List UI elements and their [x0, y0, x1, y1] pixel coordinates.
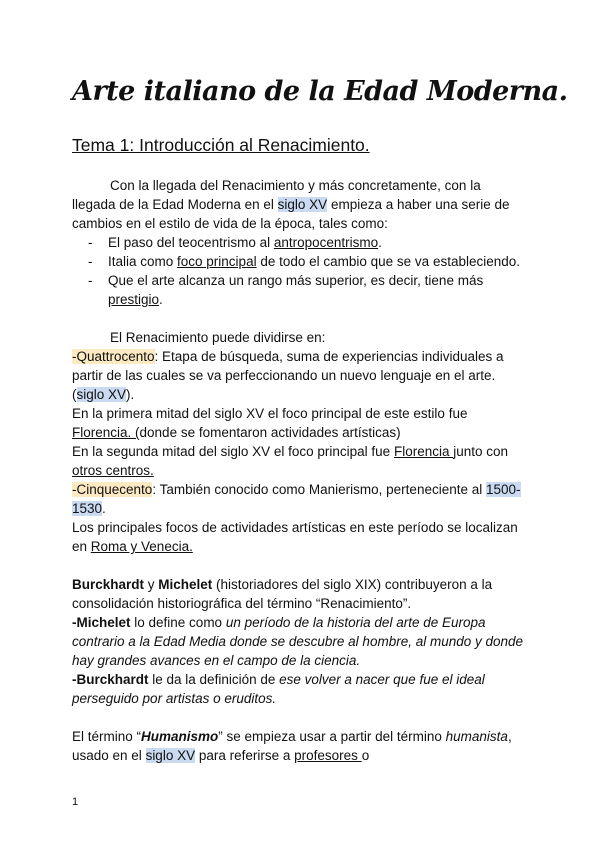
highlight-century: siglo XV [145, 748, 196, 763]
section-heading: Tema 1: Introducción al Renacimiento. [72, 135, 370, 155]
highlight-century: siglo XV [277, 197, 328, 212]
humanismo-text-end: o [361, 748, 370, 763]
italic-definition: un período de la historia del arte de Europa contrario a la Edad Media donde se descubre al hombre, al mundo y donde hay grandes avances en el campo de la ciencia. [72, 615, 524, 668]
quattrocento-text-end: ). [126, 387, 135, 402]
bold-name: Michelet [158, 577, 213, 592]
humanismo-text: ” se empieza usar a partir del término [218, 729, 446, 744]
first-half-text-end: donde se fomentaron actividades artísticas) [139, 425, 401, 440]
underlined-term: prestigio [108, 292, 160, 307]
italic-definition: ese volver a nacer que fue el ideal perseguido por artistas o eruditos. [72, 672, 485, 706]
change-list [72, 233, 527, 309]
quattrocento-label: -Quattrocento [72, 349, 155, 364]
cinquecento-paragraph [72, 480, 527, 518]
second-half-paragraph [72, 442, 527, 480]
cinquecento-label: -Cinquecento [72, 482, 153, 497]
underlined-term: Florencia [393, 444, 454, 459]
bold-name: -Michelet [72, 615, 131, 630]
highlight-dates: 1500-1530 [72, 482, 521, 516]
list-item [72, 271, 527, 309]
intro-text-end: empieza a haber una serie de cambios en el estilo de vida de la época, tales como: [72, 197, 510, 231]
historians-conj: y [144, 577, 159, 592]
second-half-text: En la segunda mitad del siglo XV el foco principal fue [72, 444, 394, 459]
list-item-text-end: . [378, 235, 382, 250]
burckhardt-paragraph [72, 670, 527, 708]
italic-term: humanista [445, 729, 508, 744]
first-half-text: En la primera mitad del siglo XV el foco principal de este estilo fue [72, 406, 468, 421]
underlined-term: antropocentrismo [273, 235, 379, 250]
foci-paragraph [72, 518, 527, 556]
document-body [72, 176, 527, 765]
humanismo-paragraph [72, 727, 527, 765]
burckhardt-text: le da la definición de [148, 672, 280, 687]
underlined-term: profesores [294, 748, 362, 763]
michelet-paragraph [72, 613, 527, 670]
bold-name: Burckhardt [72, 577, 145, 592]
humanismo-text: El término “ [72, 729, 142, 744]
list-item [72, 233, 527, 252]
list-item-text-end: . [159, 292, 163, 307]
underlined-term: otros centros. [72, 463, 154, 478]
humanismo-text: , usado en el [72, 729, 512, 763]
underlined-term: foco principal [177, 254, 257, 269]
historians-text: (historiadores del siglo XIX) contribuyeron a la consolidación historiográfica del término “Renacimiento”. [72, 577, 493, 611]
michelet-text: lo define como [130, 615, 226, 630]
division-paragraph: El Renacimiento puede dividirse en: [110, 330, 326, 345]
second-half-text-mid: junto con [453, 444, 509, 459]
cinquecento-text: : También conocido como Manierismo, perteneciente al [152, 482, 486, 497]
quattrocento-paragraph [72, 347, 527, 404]
list-item-text-end: de todo el cambio que se va estableciendo. [256, 254, 521, 269]
cinquecento-text-end: . [102, 501, 106, 516]
quattrocento-text: : Etapa de búsqueda, suma de experiencias individuales a partir de las cuales se va perfeccionando un nuevo lenguaje en el arte. ( [72, 349, 504, 402]
historians-paragraph [72, 575, 527, 613]
list-item-text: Italia como [108, 254, 178, 269]
highlight-century: siglo XV [76, 387, 127, 402]
page-number: 1 [72, 796, 79, 808]
list-item-text: El paso del teocentrismo al [108, 235, 274, 250]
underlined-term: Florencia. ( [72, 425, 140, 440]
intro-paragraph [72, 176, 527, 233]
list-item [72, 252, 527, 271]
underlined-term: Roma y Venecia. [90, 539, 193, 554]
bold-italic-term: Humanismo [141, 729, 219, 744]
bold-name: -Burckhardt [72, 672, 149, 687]
foci-text: Los principales focos de actividades artísticas en este período se localizan en [72, 520, 518, 554]
list-item-text: Que el arte alcanza un rango más superior, es decir, tiene más [108, 273, 484, 288]
document-title: Arte italiano de la Edad Moderna. [72, 76, 568, 107]
intro-text: Con la llegada del Renacimiento y más concretamente, con la llegada de la Edad Moderna en el [72, 178, 481, 212]
humanismo-text: para referirse a [195, 748, 295, 763]
first-half-paragraph [72, 404, 527, 442]
